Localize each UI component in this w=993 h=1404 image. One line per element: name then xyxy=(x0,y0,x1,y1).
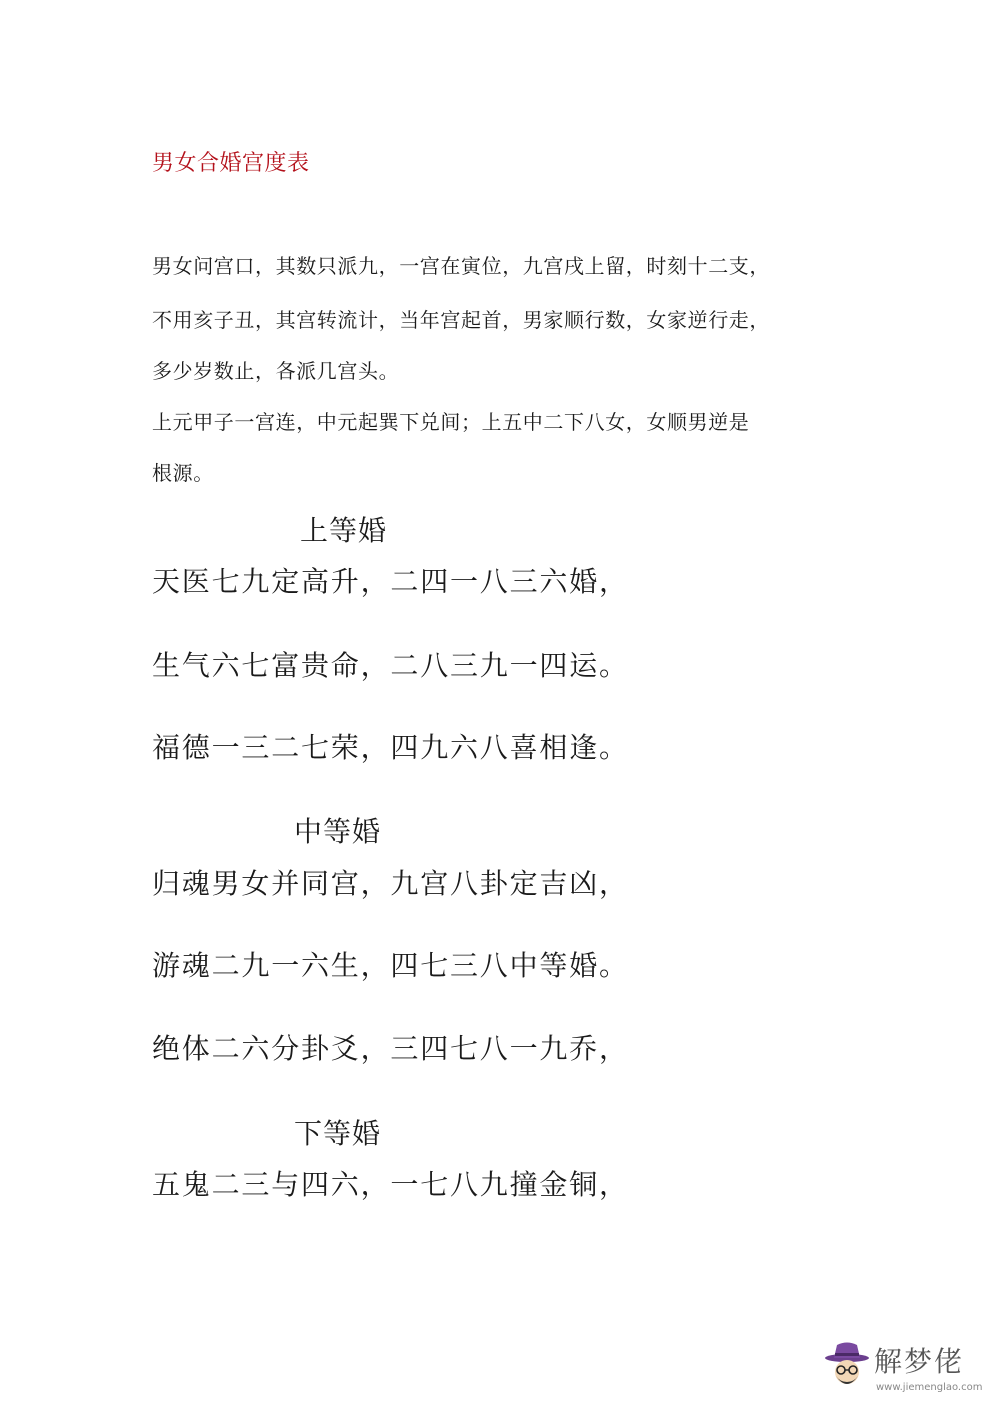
intro-line: 上元甲子一宫连，中元起巽下兑间；上五中二下八女，女顺男逆是 xyxy=(152,410,750,434)
verse-line: 归魂男女并同宫，九宫八卦定吉凶， xyxy=(152,867,629,900)
intro-line: 男女问宫口，其数只派九，一宫在寅位，九宫戌上留，时刻十二支， xyxy=(152,254,770,278)
intro-line: 多少岁数止，各派几宫头。 xyxy=(152,359,400,383)
intro-line: 不用亥子丑，其宫转流计，当年宫起首，男家顺行数，女家逆行走， xyxy=(152,308,770,332)
detective-mascot-icon xyxy=(822,1336,872,1396)
site-watermark xyxy=(822,1336,982,1396)
section-heading-upper: 上等婚 xyxy=(300,514,388,547)
intro-line: 根源。 xyxy=(152,461,214,485)
section-heading-middle: 中等婚 xyxy=(294,815,382,848)
document-title: 男女合婚宫度表 xyxy=(152,151,310,176)
verse-line: 生气六七富贵命，二八三九一四运。 xyxy=(152,649,629,682)
watermark-url: www.jiemenglao.com xyxy=(876,1382,983,1393)
verse-line: 福德一三二七荣，四九六八喜相逢。 xyxy=(152,731,629,764)
watermark-brand: 解梦佬 xyxy=(874,1345,965,1378)
section-heading-lower: 下等婚 xyxy=(294,1117,382,1150)
verse-line: 游魂二九一六生，四七三八中等婚。 xyxy=(152,949,629,982)
verse-line: 五鬼二三与四六，一七八九撞金铜， xyxy=(152,1168,629,1201)
verse-line: 天医七九定高升，二四一八三六婚， xyxy=(152,565,629,598)
verse-line: 绝体二六分卦爻，三四七八一九乔， xyxy=(152,1032,629,1065)
